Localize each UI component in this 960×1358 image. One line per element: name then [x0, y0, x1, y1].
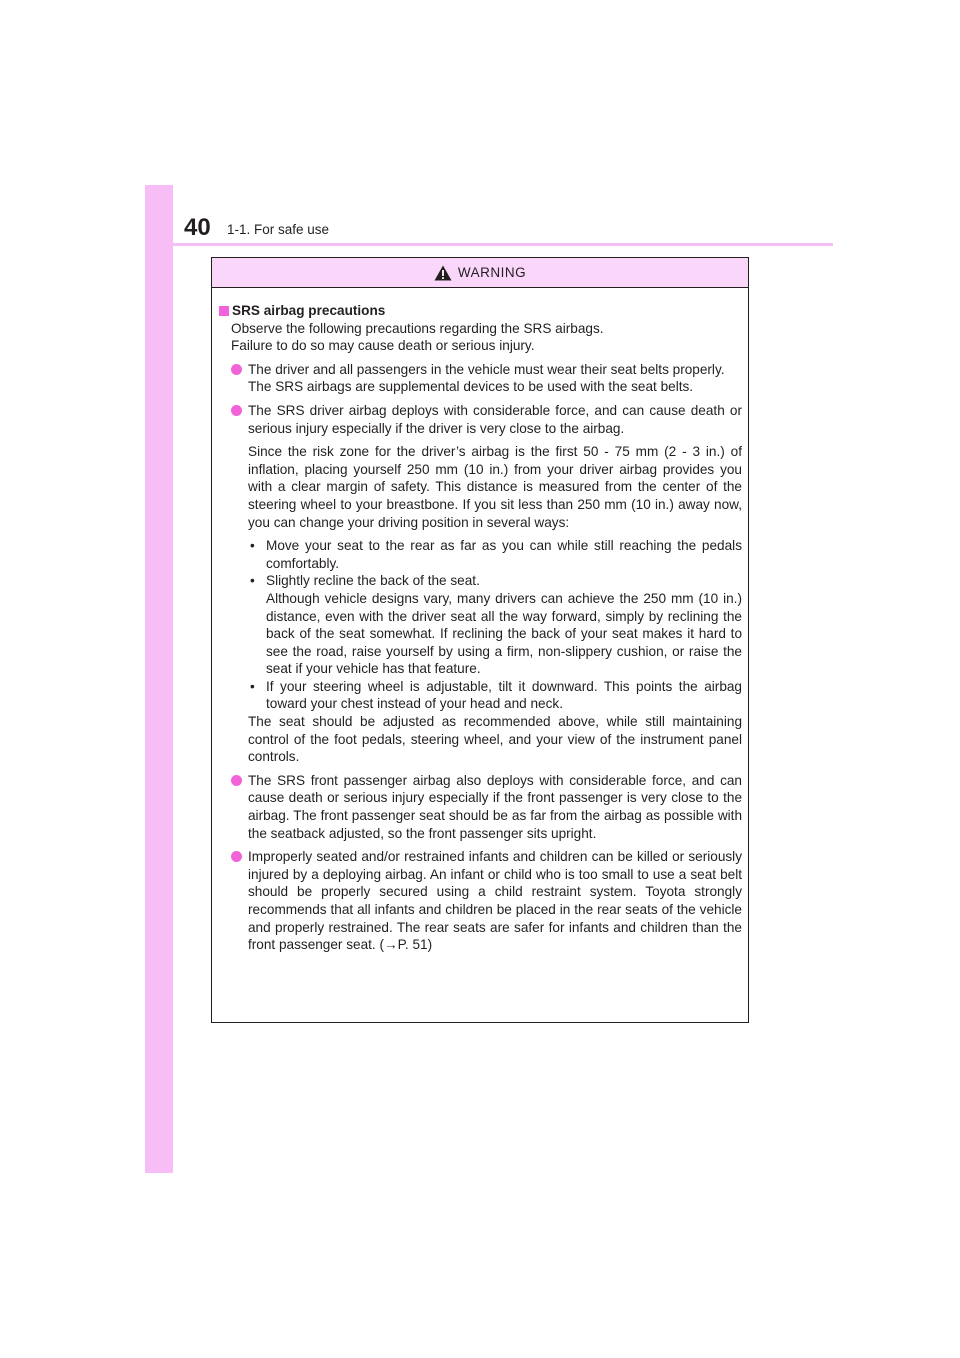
circle-bullet-icon — [231, 851, 242, 862]
bullet-paragraph: The SRS airbags are supplemental devices to be used with the seat belts. — [248, 379, 694, 395]
circle-bullet-icon — [231, 775, 242, 786]
header-rule — [173, 243, 833, 246]
sub-bullet: • — [250, 573, 255, 589]
warning-label: WARNING — [457, 265, 527, 280]
bullet-closing: The seat should be adjusted as recommended above, while still maintaining control of the foot pedals, steering wheel, and your view of the instrument panel controls. — [248, 714, 742, 765]
bullet-item — [219, 772, 742, 842]
intro-line: Observe the following precautions regarding the SRS airbags. — [231, 320, 604, 336]
warning-header — [212, 258, 748, 288]
warning-box — [211, 257, 749, 1023]
bullet-content — [248, 848, 742, 954]
bullet-paragraph: The SRS driver airbag deploys with considerable force, and can cause death or serious injury especially if the driver is very close to the airbag. — [248, 402, 742, 436]
sub-line: Slightly recline the back of the seat. — [266, 573, 480, 589]
bullet-content — [248, 402, 742, 766]
sub-list-item — [248, 572, 742, 678]
bullet-paragraph: Since the risk zone for the driver’s airbag is the first 50 - 75 mm (2 - 3 in.) of inflation, placing yourself 250 mm (10 in.) from your driver airbag provides you with a clear margin of safety. This distance is measured from the center of the steering wheel to your breastbone. If you sit less than 250 mm (10 in.) away now, you can change your driving position in several ways: — [248, 444, 742, 530]
bullet-item — [219, 361, 742, 396]
bullet-paragraph: Improperly seated and/or restrained infants and children can be killed or seriously injured by a deploying airbag. An infant or child who is too small to use a seat belt should be properly secured using a child restraint system. Toyota strongly recommends that all infants and children be placed in the rear seats of the vehicle and properly restrained. The rear seats are safer for infants and children than the front passenger seat. (→P. 51) — [248, 849, 742, 953]
circle-bullet-icon — [231, 364, 242, 375]
sub-bullet: • — [250, 678, 255, 694]
heading-text: SRS airbag precautions — [232, 303, 386, 318]
bullet-item — [219, 848, 742, 954]
intro-line: Failure to do so may cause death or serious injury. — [231, 338, 535, 354]
warning-triangle-icon — [434, 265, 452, 281]
bullet-content — [248, 361, 742, 396]
sub-list-item — [248, 537, 742, 572]
section-title: 1-1. For safe use — [227, 222, 330, 237]
sub-line: If your steering wheel is adjustable, tilt it downward. This points the airbag toward your chest instead of your head and neck. — [266, 678, 742, 712]
section-heading — [219, 302, 742, 320]
bullet-item — [219, 402, 742, 766]
sub-list-item — [248, 678, 742, 713]
page-number: 40 — [184, 214, 211, 241]
bullet-content — [248, 772, 742, 842]
warning-body — [212, 288, 748, 954]
sub-line: Although vehicle designs vary, many drivers can achieve the 250 mm (10 in.) distance, even with the driver seat all the way forward, simply by reclining the back of the seat somewhat. If reclining the back of your seat makes it hard to see the road, raise yourself by using a firm, non-slippery cushion, or raise the seat if your vehicle has that feature. — [266, 590, 742, 677]
sub-content — [266, 572, 742, 678]
sub-list — [248, 537, 742, 713]
intro — [219, 320, 742, 355]
side-thumb-band — [145, 185, 173, 1173]
circle-bullet-icon — [231, 405, 242, 416]
bullet-paragraph: The driver and all passengers in the vehicle must wear their seat belts properly. — [248, 361, 725, 377]
sub-line: Move your seat to the rear as far as you can while still reaching the pedals comfortably. — [266, 538, 742, 571]
bullet-paragraph: The SRS front passenger airbag also deploys with considerable force, and can cause death or serious injury especially if the front passenger is very close to the airbag. The front passenger seat should be as far from the airbag as possible with the seatback adjusted, so the front passenger sits upright. — [248, 772, 742, 841]
sub-bullet: • — [250, 538, 255, 554]
sub-content — [266, 678, 742, 713]
square-marker-icon — [219, 306, 229, 316]
sub-content — [266, 537, 742, 572]
